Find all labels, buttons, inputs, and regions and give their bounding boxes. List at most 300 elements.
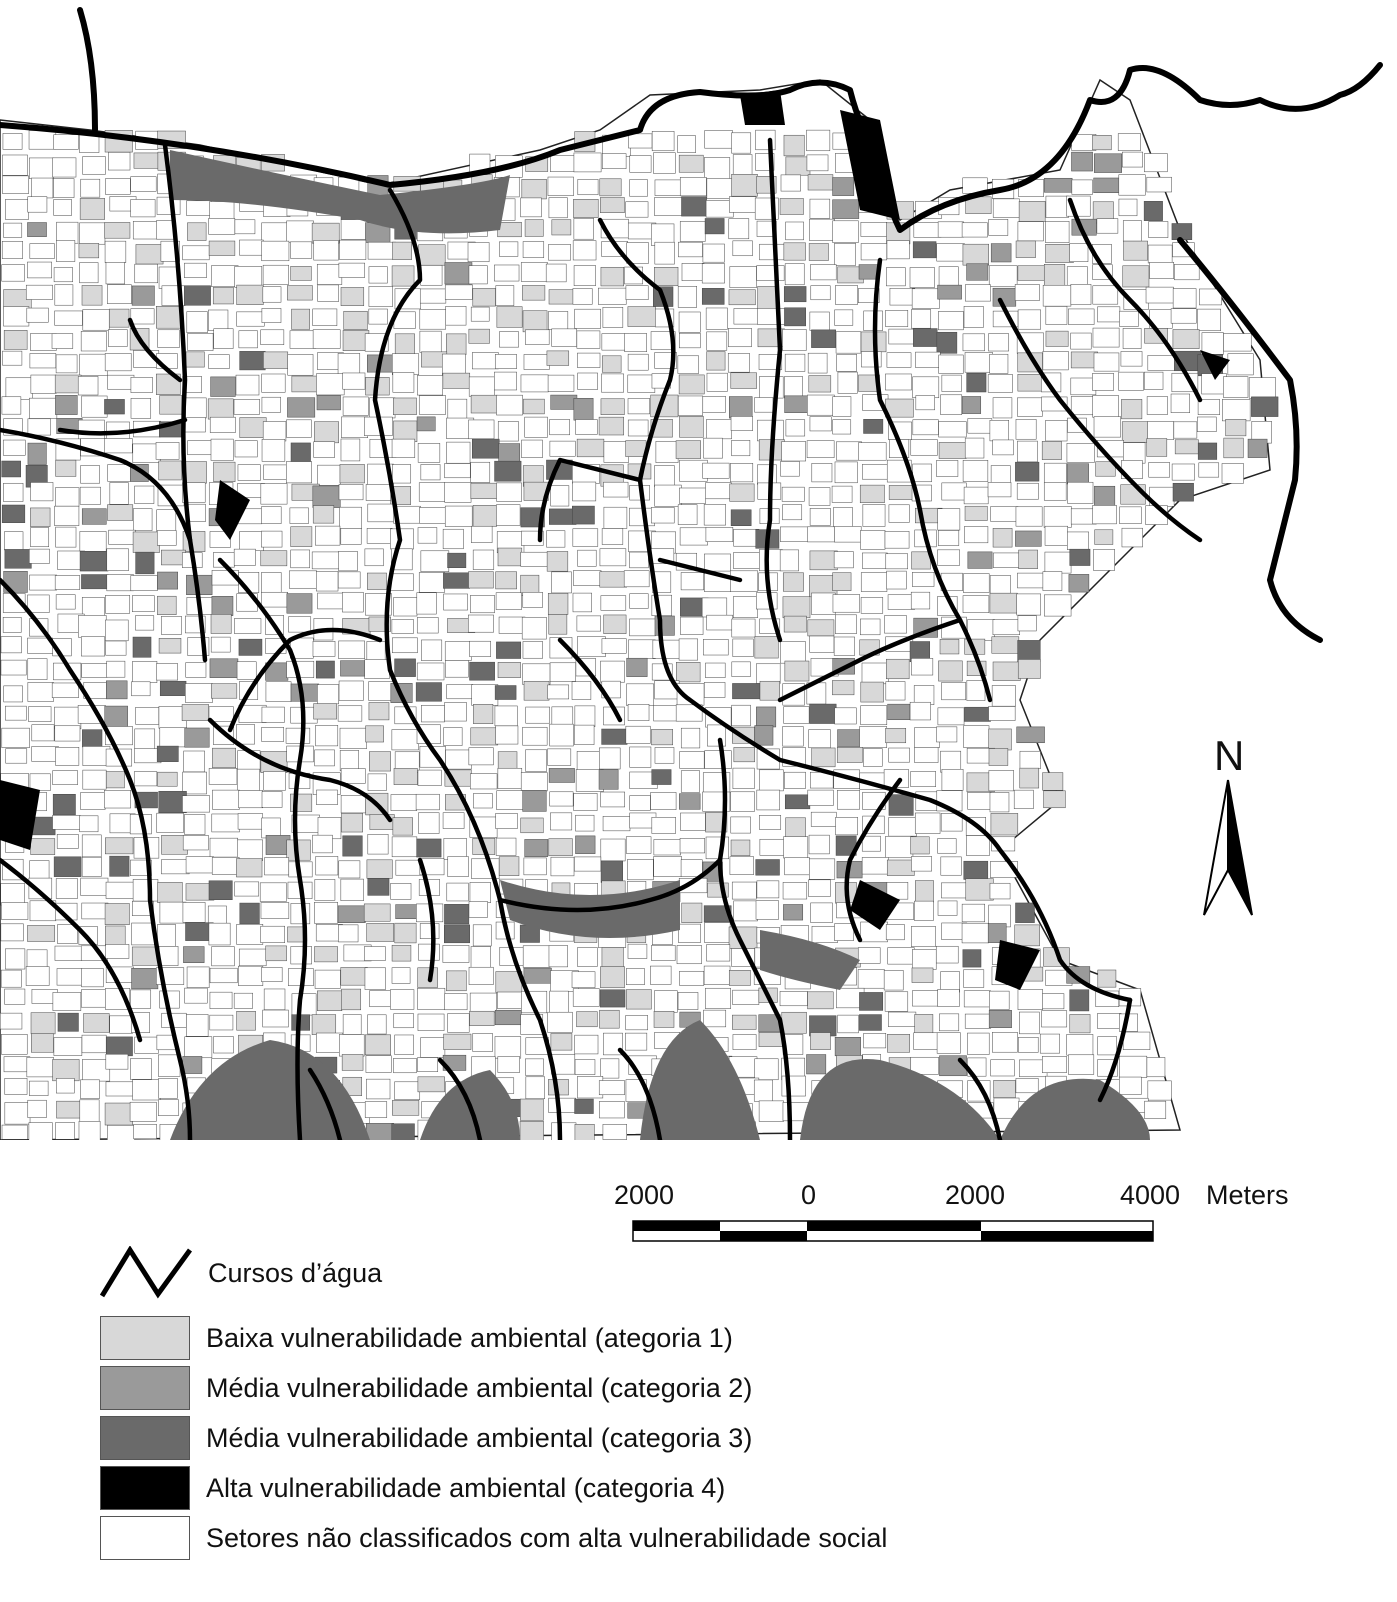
- census-sector: [131, 575, 158, 590]
- census-sector: [704, 504, 726, 525]
- census-sector: [678, 924, 700, 942]
- scale-tick-label: 2000: [614, 1180, 675, 1210]
- census-sector: [938, 285, 962, 299]
- legend-item-category-1: [100, 1315, 733, 1361]
- census-sector: [212, 790, 239, 809]
- census-sector: [757, 790, 780, 810]
- census-sector: [938, 708, 964, 725]
- census-sector: [808, 880, 830, 897]
- census-sector: [494, 372, 516, 390]
- census-sector: [734, 901, 758, 921]
- census-sector: [942, 682, 966, 699]
- census-sector: [887, 571, 907, 589]
- census-sector: [105, 222, 130, 238]
- census-sector: [291, 903, 310, 923]
- census-sector: [54, 200, 72, 216]
- census-sector: [732, 619, 755, 637]
- census-sector: [733, 553, 759, 569]
- census-sector: [396, 905, 417, 919]
- census-sector: [340, 464, 365, 482]
- census-sector: [28, 659, 47, 680]
- census-sector: [498, 548, 522, 566]
- census-sector: [627, 658, 648, 676]
- census-sector: [209, 881, 232, 900]
- census-sector: [549, 839, 573, 856]
- census-sector: [679, 333, 700, 348]
- census-sector: [1042, 441, 1061, 459]
- census-sector: [212, 947, 235, 966]
- census-sector: [967, 1033, 989, 1054]
- census-sector: [755, 1059, 779, 1080]
- census-sector: [56, 240, 75, 261]
- census-sector: [864, 1033, 886, 1048]
- census-sector: [626, 837, 651, 854]
- census-sector: [239, 331, 258, 348]
- census-sector: [680, 813, 705, 830]
- census-sector: [470, 641, 491, 656]
- census-sector: [443, 813, 464, 829]
- scale-unit-label: Meters: [1206, 1180, 1289, 1210]
- census-sector: [1144, 201, 1162, 220]
- census-sector: [603, 816, 630, 831]
- census-sector: [5, 949, 25, 969]
- census-sector: [1018, 222, 1043, 241]
- census-sector: [262, 397, 281, 412]
- census-sector: [1016, 1078, 1038, 1092]
- census-sector: [316, 725, 338, 746]
- census-sector: [1123, 443, 1145, 464]
- census-sector: [573, 482, 596, 501]
- census-sector: [652, 770, 671, 785]
- census-sector: [469, 902, 488, 918]
- census-sector: [1248, 439, 1267, 457]
- census-sector: [1199, 463, 1219, 477]
- census-sector: [705, 663, 725, 678]
- census-sector: [628, 944, 647, 958]
- census-sector: [82, 1035, 106, 1053]
- census-sector: [266, 946, 287, 961]
- census-sector: [110, 856, 129, 876]
- census-sector: [965, 438, 984, 458]
- legend-swatch: [100, 1416, 190, 1460]
- census-sector: [57, 222, 79, 243]
- census-sector: [786, 157, 810, 175]
- census-sector: [471, 395, 497, 413]
- census-sector: [731, 510, 751, 526]
- census-sector: [1020, 768, 1039, 788]
- census-sector: [367, 641, 385, 662]
- census-sector: [104, 790, 130, 808]
- census-sector: [1046, 420, 1068, 441]
- census-sector: [157, 924, 175, 946]
- census-sector: [343, 397, 368, 415]
- census-sector: [28, 682, 54, 701]
- census-sector: [910, 268, 935, 288]
- census-sector: [341, 795, 366, 813]
- census-sector: [1072, 180, 1093, 194]
- census-sector: [56, 879, 77, 899]
- census-sector: [1119, 199, 1137, 216]
- census-sector: [0, 1013, 22, 1029]
- census-sector: [680, 221, 705, 241]
- census-sector: [706, 483, 732, 499]
- census-sector: [317, 465, 340, 485]
- census-sector: [734, 309, 760, 325]
- census-sector: [991, 244, 1011, 262]
- census-sector: [183, 1056, 202, 1073]
- census-sector: [1093, 286, 1118, 304]
- census-sector: [214, 329, 233, 349]
- census-sector: [780, 991, 807, 1005]
- census-sector: [656, 441, 678, 462]
- census-sector: [780, 550, 799, 571]
- census-sector: [134, 1124, 157, 1139]
- census-sector: [29, 707, 51, 722]
- census-sector: [80, 487, 100, 504]
- census-sector: [55, 395, 77, 414]
- census-sector: [28, 197, 47, 212]
- census-sector: [679, 488, 705, 503]
- census-sector: [236, 375, 259, 395]
- census-sector: [3, 483, 23, 501]
- census-sector: [82, 663, 107, 677]
- census-sector: [211, 614, 231, 633]
- census-sector: [679, 639, 698, 660]
- census-sector: [942, 483, 967, 500]
- census-sector: [911, 856, 931, 871]
- census-sector: [937, 332, 957, 353]
- census-sector: [417, 375, 442, 395]
- census-sector: [889, 505, 909, 523]
- census-sector: [783, 573, 803, 591]
- census-sector: [806, 130, 829, 151]
- census-sector: [338, 925, 358, 942]
- census-sector: [733, 597, 757, 618]
- census-sector: [862, 836, 880, 851]
- census-sector: [1020, 751, 1040, 769]
- census-sector: [836, 442, 861, 460]
- census-sector: [577, 439, 604, 457]
- census-sector: [82, 835, 101, 857]
- census-sector: [29, 130, 56, 149]
- census-sector: [1121, 351, 1142, 366]
- census-sector: [989, 706, 1016, 720]
- census-sector: [838, 1015, 859, 1033]
- census-sector: [938, 901, 957, 915]
- census-sector: [886, 268, 905, 286]
- census-sector: [786, 222, 804, 240]
- census-sector: [601, 1059, 619, 1078]
- census-sector: [473, 550, 494, 570]
- census-sector: [652, 945, 676, 960]
- census-sector: [989, 749, 1008, 766]
- census-sector: [444, 594, 468, 610]
- census-sector: [443, 573, 469, 589]
- census-sector: [313, 330, 340, 349]
- census-sector: [552, 572, 572, 593]
- census-sector: [572, 682, 591, 700]
- census-sector: [968, 552, 992, 569]
- legend-swatch: [100, 1366, 190, 1410]
- census-sector: [368, 878, 389, 895]
- census-sector: [604, 615, 626, 634]
- census-sector: [210, 968, 237, 983]
- census-sector: [811, 593, 835, 615]
- census-sector: [964, 306, 983, 327]
- census-sector: [1198, 443, 1217, 460]
- census-sector: [835, 462, 857, 483]
- census-sector: [575, 1035, 598, 1054]
- census-sector: [1147, 397, 1168, 415]
- census-sector: [28, 1100, 47, 1117]
- census-sector: [520, 1121, 544, 1140]
- census-sector: [732, 662, 751, 677]
- census-sector: [27, 262, 51, 278]
- census-sector: [598, 288, 626, 304]
- census-sector: [499, 444, 520, 462]
- census-sector: [808, 620, 834, 636]
- census-sector: [445, 660, 468, 677]
- census-sector: [80, 816, 98, 832]
- census-sector: [628, 640, 655, 659]
- census-sector: [704, 438, 723, 458]
- census-sector: [470, 993, 497, 1012]
- census-sector: [292, 376, 318, 392]
- census-sector: [448, 553, 466, 568]
- census-sector: [1094, 353, 1119, 371]
- census-sector: [132, 947, 158, 965]
- census-sector: [55, 575, 80, 589]
- census-sector: [369, 752, 390, 771]
- census-sector: [963, 334, 985, 351]
- census-sector: [392, 266, 414, 286]
- census-sector: [57, 1101, 82, 1118]
- census-sector: [1043, 572, 1062, 591]
- census-sector: [577, 1012, 598, 1027]
- census-sector: [964, 861, 988, 879]
- census-sector: [3, 133, 22, 149]
- census-sector: [755, 398, 773, 413]
- census-sector: [1094, 486, 1114, 507]
- census-sector: [732, 705, 751, 726]
- census-sector: [913, 464, 932, 482]
- census-sector: [105, 241, 126, 262]
- census-sector: [728, 353, 749, 372]
- census-sector: [419, 245, 446, 265]
- census-sector: [443, 373, 470, 388]
- census-sector: [522, 285, 545, 300]
- census-sector: [858, 443, 886, 461]
- census-sector: [80, 223, 105, 244]
- census-sector: [473, 1033, 493, 1051]
- census-sector: [108, 152, 130, 170]
- census-sector: [574, 218, 594, 239]
- census-sector: [237, 769, 259, 791]
- census-sector: [1148, 1081, 1172, 1100]
- census-sector: [185, 728, 210, 747]
- census-sector: [341, 769, 365, 784]
- census-sector: [29, 549, 49, 563]
- census-sector: [315, 526, 340, 545]
- census-sector: [1046, 331, 1068, 346]
- census-sector: [964, 991, 990, 1007]
- census-sector: [130, 1059, 151, 1080]
- census-sector: [157, 596, 176, 615]
- census-sector: [214, 462, 235, 482]
- census-sector: [861, 244, 887, 260]
- census-sector: [159, 461, 182, 480]
- census-sector: [967, 680, 985, 700]
- census-sector: [1093, 395, 1119, 417]
- census-sector: [262, 707, 285, 722]
- census-sector: [234, 549, 255, 565]
- census-sector: [367, 528, 392, 543]
- census-sector: [861, 706, 887, 725]
- census-sector: [938, 311, 963, 329]
- census-sector: [366, 484, 393, 500]
- census-sector: [889, 748, 910, 762]
- census-sector: [82, 903, 108, 919]
- census-sector: [654, 839, 681, 855]
- census-sector: [1123, 221, 1141, 242]
- census-sector: [392, 354, 419, 375]
- census-sector: [185, 814, 205, 834]
- census-sector: [211, 439, 233, 460]
- census-sector: [522, 440, 543, 458]
- census-sector: [184, 462, 207, 484]
- census-sector: [682, 903, 702, 923]
- census-sector: [260, 883, 286, 902]
- census-sector: [523, 727, 548, 745]
- census-sector: [395, 1082, 420, 1100]
- census-sector: [2, 1125, 27, 1139]
- census-sector: [1014, 790, 1033, 809]
- census-sector: [266, 682, 291, 702]
- census-sector: [394, 597, 417, 616]
- census-sector: [1, 637, 21, 653]
- census-sector: [211, 266, 238, 287]
- census-sector: [131, 199, 155, 216]
- census-sector: [56, 355, 77, 373]
- census-sector: [209, 218, 235, 234]
- census-sector: [1044, 791, 1066, 808]
- census-sector: [135, 264, 158, 283]
- census-sector: [707, 352, 725, 371]
- census-sector: [110, 1016, 133, 1033]
- census-sector: [364, 947, 385, 961]
- census-sector: [838, 372, 857, 393]
- census-sector: [313, 486, 340, 508]
- census-sector: [729, 197, 756, 213]
- census-sector: [210, 659, 238, 678]
- census-sector: [911, 310, 930, 329]
- census-sector: [1071, 152, 1092, 171]
- census-sector: [680, 528, 708, 545]
- census-sector: [757, 465, 776, 485]
- census-sector: [240, 903, 260, 924]
- census-sector: [730, 857, 754, 875]
- census-sector: [733, 639, 754, 657]
- census-sector: [990, 883, 1010, 899]
- census-sector: [812, 926, 837, 942]
- census-sector: [989, 991, 1009, 1009]
- census-sector: [184, 263, 206, 278]
- census-sector: [703, 1010, 725, 1027]
- census-sector: [626, 286, 648, 300]
- census-sector: [760, 681, 780, 700]
- census-sector: [577, 353, 600, 367]
- census-sector: [471, 307, 489, 321]
- census-sector: [80, 793, 105, 810]
- census-sector: [338, 353, 360, 374]
- census-sector: [1098, 1013, 1122, 1028]
- census-sector: [630, 594, 649, 609]
- census-sector: [495, 354, 516, 368]
- census-sector: [807, 395, 834, 415]
- legend-label: Média vulnerabilidade ambiental (categoria 2): [206, 1372, 753, 1403]
- census-sector: [678, 356, 699, 374]
- census-sector: [32, 725, 54, 741]
- census-sector: [1069, 574, 1089, 592]
- census-sector: [1016, 507, 1042, 526]
- census-sector: [1016, 241, 1035, 258]
- census-sector: [1224, 438, 1243, 458]
- census-sector: [27, 925, 54, 941]
- census-sector: [575, 309, 601, 328]
- census-sector: [31, 1013, 55, 1034]
- census-sector: [754, 1080, 772, 1101]
- census-sector: [419, 572, 445, 592]
- census-sector: [365, 1102, 387, 1118]
- census-sector: [157, 510, 176, 532]
- census-sector: [994, 1080, 1016, 1097]
- census-sector: [811, 286, 830, 300]
- census-sector: [495, 706, 517, 726]
- census-sector: [1093, 328, 1119, 347]
- census-sector: [263, 287, 281, 303]
- census-sector: [602, 528, 623, 544]
- census-sector: [550, 419, 570, 434]
- census-sector: [156, 664, 177, 680]
- census-sector: [833, 595, 860, 613]
- census-sector: [367, 923, 394, 941]
- census-sector: [212, 748, 235, 768]
- census-sector: [239, 791, 263, 808]
- census-sector: [655, 485, 682, 506]
- census-sector: [368, 504, 394, 522]
- census-sector: [158, 1100, 178, 1116]
- census-sector: [548, 177, 574, 196]
- census-sector: [680, 751, 705, 768]
- census-sector: [234, 399, 260, 414]
- census-sector: [1226, 419, 1246, 436]
- census-sector: [601, 839, 625, 861]
- census-sector: [784, 772, 805, 788]
- census-sector: [811, 330, 835, 348]
- census-sector: [185, 398, 206, 418]
- census-sector: [993, 440, 1014, 455]
- census-sector: [212, 596, 233, 615]
- census-sector: [1094, 417, 1121, 438]
- census-sector: [863, 504, 885, 526]
- census-sector: [733, 1035, 756, 1050]
- census-sector: [785, 661, 809, 681]
- census-sector: [107, 375, 134, 389]
- census-sector: [962, 904, 985, 922]
- census-sector: [783, 597, 810, 618]
- census-sector: [1043, 351, 1068, 370]
- census-sector: [938, 839, 957, 854]
